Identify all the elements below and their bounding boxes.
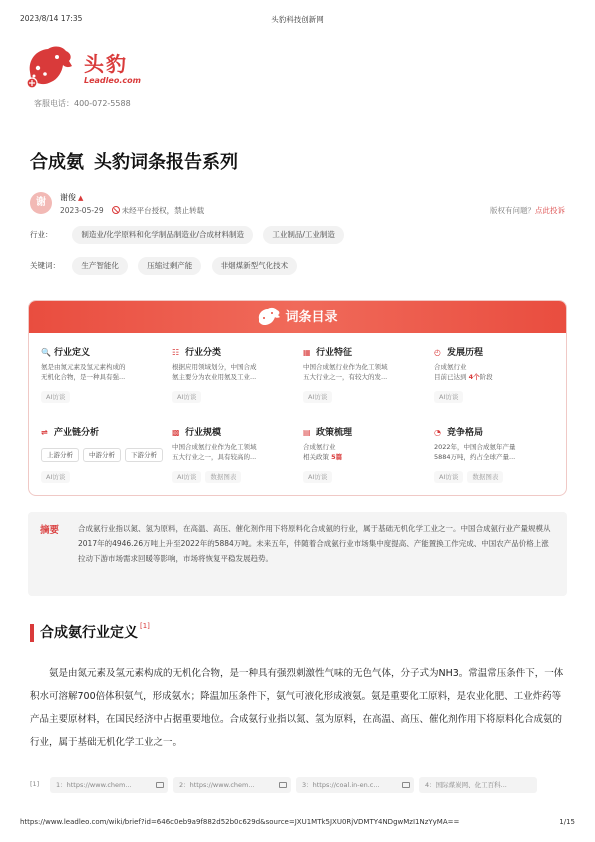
chain-stage-chip[interactable]: 下游分析 xyxy=(125,448,163,462)
page-number: 1/15 xyxy=(559,818,575,826)
industry-tag[interactable]: 制造业/化学原料和化学制品制造业/合成材料制造 xyxy=(72,226,253,244)
toc-item-policy[interactable]: ▤ 政策梳理 合成氨行业 相关政策 5篇 AI访谈 xyxy=(303,425,431,496)
ai-interview-chip[interactable]: AI访谈 xyxy=(41,391,70,403)
document-icon: ▦ xyxy=(303,348,311,357)
print-site-title: 头豹科技创新网 xyxy=(271,15,324,24)
hierarchy-icon: ☷ xyxy=(172,348,180,357)
avatar[interactable]: 谢 xyxy=(30,192,52,214)
reference-list xyxy=(30,777,565,793)
toc-item-market-size[interactable]: ▩ 行业规模 中国合成氨行业作为化工领域 五大行业之一，具有较高的... AI访谈 数据图表 xyxy=(172,425,300,496)
toc-item-desc: 合成氨行业 相关政策 5篇 xyxy=(303,443,343,461)
ai-interview-chip[interactable]: AI访谈 xyxy=(434,391,463,403)
magnifier-icon: 🔍 xyxy=(41,348,51,357)
leopard-logo-icon xyxy=(24,42,74,90)
chain-icon: ⇌ xyxy=(41,428,48,437)
page-url: https://www.leadleo.com/wiki/brief?id=646c0eb9a9f882d52b0c629d&source=JXU1MTk5JXU0RjVDMTY4NDgwMzI1NzYyMA== xyxy=(20,818,460,826)
timeline-icon: ◴ xyxy=(434,348,441,357)
definition-paragraph: 氨是由氮元素及氢元素构成的无机化合物，是一种具有强烈刺激性气味的无色气体，分子式为NH3。常温常压条件下，一体积水可溶解700倍体积氨气，形成氨水；降温加压条件下，氨气可液化形成液氨。氨是重要化工原料，是农业化肥、工业炸药等产品主要原材料，在国民经济中占据重要地位。合成氨行业指以氮、氢为原料，在高温、高压、催化剂作用下将原料化合成氨的行业，属于基础无机化学工业之一。 xyxy=(30,668,564,748)
toc-item-desc: 中国合成氨行业作为化工领域 五大行业之一，有较大的发... xyxy=(303,363,388,381)
toc-item-desc: 合成氨行业 目前已达到 4个阶段 xyxy=(434,363,493,381)
ai-interview-chip[interactable]: AI访谈 xyxy=(303,391,332,403)
toc-item-history[interactable]: ◴ 发展历程 合成氨行业 目前已达到 4个阶段 AI访谈 xyxy=(434,345,562,423)
ai-interview-chip[interactable]: AI访谈 xyxy=(41,471,70,483)
complaint-link[interactable]: 点此投诉 xyxy=(535,206,565,215)
publish-date: 2023-05-29 xyxy=(60,206,104,215)
author-row xyxy=(30,192,565,218)
reference-link[interactable]: 2：https://www.chem... xyxy=(173,777,291,793)
toc-item-desc: 根据应用领域划分，中国合成 氨主要分为农业用氨及工业... xyxy=(172,363,257,381)
abstract-box xyxy=(28,512,567,596)
image-icon xyxy=(402,782,410,788)
ai-interview-chip[interactable]: AI访谈 xyxy=(303,471,332,483)
section-title: 合成氨行业定义 xyxy=(40,625,138,641)
keyword-tags xyxy=(30,257,305,275)
toc-item-features[interactable]: ▦ 行业特征 中国合成氨行业作为化工领域 五大行业之一，有较大的发... AI访谈 xyxy=(303,345,431,423)
site-logo[interactable] xyxy=(24,42,154,92)
toc-panel xyxy=(28,300,567,496)
leopard-logo-icon xyxy=(257,306,281,326)
keywords-label: 关键词： xyxy=(30,261,60,270)
reference-link[interactable]: 1：https://www.chem... xyxy=(50,777,168,793)
toc-item-competition[interactable]: ◔ 竞争格局 2022年，中国合成氨年产量 5884万吨，约占全球产量... AI访谈 数据图表 xyxy=(434,425,562,496)
keyword-tag[interactable]: 压缩过剩产能 xyxy=(138,257,201,275)
chain-stage-chip[interactable]: 上游分析 xyxy=(41,448,79,462)
customer-hotline: 客服电话：400-072-5588 xyxy=(34,99,131,108)
industry-tag[interactable]: 工业制品/工业制造 xyxy=(263,226,344,244)
print-footer xyxy=(20,818,575,826)
image-icon xyxy=(279,782,287,788)
section-accent-bar xyxy=(30,624,34,642)
copyright-notice xyxy=(490,205,565,216)
ai-interview-chip[interactable]: AI访谈 xyxy=(172,471,201,483)
pie-icon: ◔ xyxy=(434,428,441,437)
verified-badge-icon: ▲ xyxy=(78,194,84,202)
copyright-question: 版权有问题？ xyxy=(490,206,535,215)
toc-title: 词条目录 xyxy=(285,310,338,325)
data-chart-chip[interactable]: 数据图表 xyxy=(205,471,241,483)
keyword-tag[interactable]: 生产智能化 xyxy=(72,257,128,275)
reprint-notice: 未经平台授权，禁止转载 xyxy=(121,206,205,215)
ai-interview-chip[interactable]: AI访谈 xyxy=(172,391,201,403)
toc-header xyxy=(29,301,566,333)
reference-link[interactable]: 3：https://coal.in-en.c... xyxy=(296,777,414,793)
data-chart-chip[interactable]: 数据图表 xyxy=(467,471,503,483)
logo-domain: Leadleo.com xyxy=(84,76,141,85)
keyword-tag[interactable]: 非烟煤新型气化技术 xyxy=(212,257,298,275)
logo-name: 头豹 xyxy=(84,52,128,76)
page-title xyxy=(30,148,238,174)
toc-item-desc: 2022年，中国合成氨年产量 5884万吨，约占全球产量... xyxy=(434,443,516,461)
reference-label: [1] xyxy=(30,780,40,788)
toc-item-desc: 中国合成氨行业作为化工领域 五大行业之一，具有较高的... xyxy=(172,443,257,461)
policy-icon: ▤ xyxy=(303,428,311,437)
ai-interview-chip[interactable]: AI访谈 xyxy=(434,471,463,483)
image-icon xyxy=(156,782,164,788)
no-reprint-icon xyxy=(112,206,120,214)
print-datetime: 2023/8/14 17:35 xyxy=(20,14,83,23)
bar-chart-icon: ▩ xyxy=(172,428,180,437)
author-name-text: 谢俊 xyxy=(60,193,76,202)
toc-item-desc: 氨是由氮元素及氢元素构成的 无机化合物，是一种具有强... xyxy=(41,363,126,381)
industry-label: 行业： xyxy=(30,230,53,239)
toc-item-definition[interactable]: 🔍 行业定义 氨是由氮元素及氢元素构成的 无机化合物，是一种具有强... AI访谈 xyxy=(41,345,169,423)
chain-stage-chip[interactable]: 中游分析 xyxy=(83,448,121,462)
abstract-label: 摘要 xyxy=(40,525,60,536)
abstract-text: 合成氨行业指以氮、氢为原料，在高温、高压、催化剂作用下将原料化合成氨的行业，属于基础无机化学工业之一。中国合成氨行业产量规模从2017年的4946.26万吨上升至2022年的5884万吨。未来五年，伴随着合成氨行业市场集中度提高、产能置换工作完成、中国农产品价格上涨拉动下游市场需求回暖等影响，市场将恢复平稳发展趋势。 xyxy=(78,524,551,563)
industry-tags xyxy=(30,226,352,244)
footnote-ref[interactable]: [1] xyxy=(140,622,150,630)
reference-link[interactable]: 4：国际煤炭网、化工百科... xyxy=(419,777,537,793)
title-main: 合成氨 xyxy=(30,152,84,173)
author-meta xyxy=(60,205,204,216)
author-name[interactable] xyxy=(60,192,83,203)
toc-item-classification[interactable]: ☷ 行业分类 根据应用领域划分，中国合成 氨主要分为农业用氨及工业... AI访谈 xyxy=(172,345,300,423)
toc-item-industry-chain[interactable]: ⇌ 产业链分析 上游分析 中游分析 下游分析 AI访谈 xyxy=(41,425,169,496)
title-series: 头豹词条报告系列 xyxy=(94,152,238,173)
